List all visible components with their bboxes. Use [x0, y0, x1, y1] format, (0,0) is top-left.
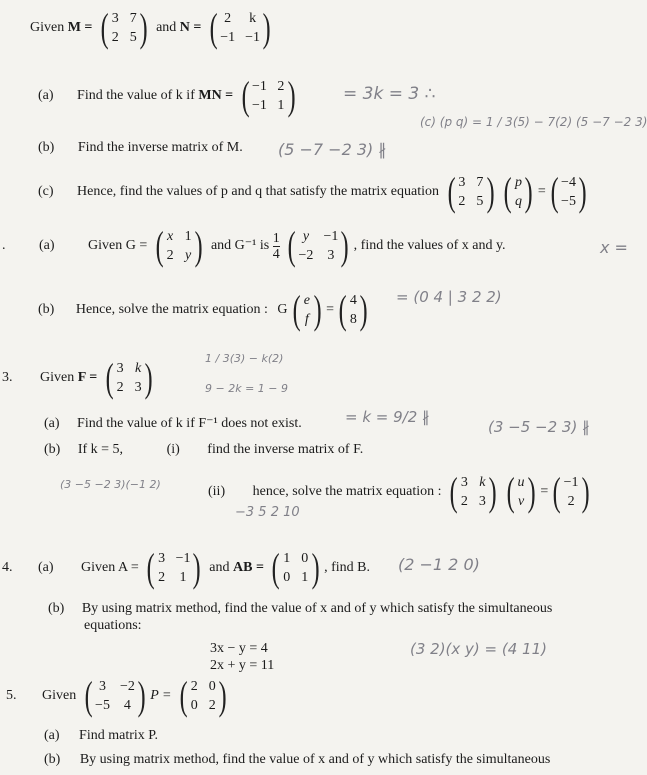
q2a-tail: , find the values of x and y. [353, 238, 506, 254]
q1c-label: (c) [38, 184, 54, 200]
q5b-line [44, 752, 550, 768]
cell: 2 [224, 11, 232, 26]
q1a-text: Find the value of k if [77, 88, 195, 104]
cell: −1 [175, 551, 191, 566]
cell: 5 [476, 194, 484, 209]
equals: = [326, 302, 335, 318]
matrix-Ginv: ( y −1 −2 3 ) [287, 223, 350, 268]
handwriting-1: = 3k = 3 ∴ [343, 84, 436, 104]
cell: k [134, 361, 142, 376]
q3b-label: (b) [44, 442, 61, 457]
handwriting-4: x = [600, 238, 628, 257]
handwriting-7: 9 − 2k = 1 − 9 [205, 382, 288, 395]
q2a-given: Given G = [88, 238, 148, 254]
handwriting-5: = (0 4 | 3 2 2) [396, 288, 502, 306]
equation-2: 2x + y = 11 [210, 658, 275, 673]
q2b-line [38, 287, 373, 332]
cell: u [517, 475, 525, 490]
vector-rhs: ( −4 −5 ) [550, 169, 587, 214]
cell: 2 [277, 79, 285, 94]
handwriting-13: (3 2)(x y) = (4 11) [410, 640, 547, 658]
cell: 2 [111, 30, 119, 45]
cell: 2 [158, 570, 166, 585]
q4b-label: (b) [48, 601, 65, 616]
cell: 0 [190, 698, 198, 713]
cell: 0 [283, 570, 291, 585]
q4a-label: (a) [38, 560, 54, 576]
q5-num: 5. [6, 688, 17, 704]
q5a-label: (a) [44, 728, 60, 743]
cell: 3 [458, 175, 466, 190]
q1-N-label: N = [179, 20, 202, 36]
handwriting-12: (2 −1 2 0) [398, 555, 480, 574]
q2-num: . [2, 238, 6, 254]
matrix-G: ( x 1 2 y ) [155, 223, 203, 268]
handwriting-8: = k = 9/2 ∦ [345, 408, 430, 426]
cell: 0 [208, 679, 216, 694]
cell: 2 [458, 194, 466, 209]
matrix-q5: ( 3 −2 −5 4 ) [84, 673, 146, 718]
cell: −5 [95, 698, 110, 713]
cell: 7 [129, 11, 137, 26]
cell: 2 [166, 248, 174, 263]
cell: −4 [561, 175, 576, 190]
cell: 1 [283, 551, 291, 566]
matrix-N: ( 2 k −1 −1 ) [209, 5, 271, 50]
cell: −1 [220, 30, 236, 45]
handwriting-6: 1 / 3(3) − k(2) [205, 352, 284, 365]
cell: e [303, 293, 310, 308]
cell: 3 [111, 11, 119, 26]
matrix-A: ( 3 −1 2 1 ) [146, 545, 202, 590]
q1-M-label: M = [67, 20, 93, 36]
q3-given: Given [40, 370, 75, 386]
handwriting-11: −3 5 2 10 [235, 505, 300, 520]
cell: k [479, 475, 486, 490]
fraction-numerator: 1 [272, 230, 280, 246]
q5a-line [44, 728, 158, 744]
vector-pq: ( p q ) [503, 169, 534, 214]
q1b-label: (b) [38, 140, 55, 155]
q3bii-label: (ii) [208, 484, 226, 500]
vector-rhs-3: ( −1 2 ) [552, 469, 590, 514]
q5b-text: By using matrix method, find the value of x and of y which satisfy the simultaneous [79, 752, 551, 767]
q3-given-line [2, 355, 157, 400]
q1a-MN: MN = [198, 88, 234, 104]
cell: 2 [208, 698, 216, 713]
vector-48: ( 4 8 ) [338, 287, 369, 332]
q5-P: P = [150, 688, 172, 704]
equals: = [540, 484, 549, 500]
cell: 3 [134, 380, 142, 395]
cell: 1 [277, 98, 285, 113]
q2a-line [2, 223, 506, 268]
q1-and: and [156, 20, 177, 36]
q5a-text: Find matrix P. [79, 728, 159, 743]
q3b-line [44, 442, 363, 458]
equation-1: 3x − y = 4 [210, 641, 268, 656]
matrix-M: ( 3 7 2 5 ) [100, 5, 148, 50]
cell: 2 [116, 380, 124, 395]
handwriting-2: (c) (p q) = 1 / 3(5) − 7(2) (5 −7 −2 3) [420, 115, 647, 129]
vector-uv: ( u v ) [506, 469, 536, 514]
matrix-q5-rhs: ( 2 0 0 2 ) [179, 673, 227, 718]
cell: 1 [179, 570, 187, 585]
q4a-tail: , find B. [324, 560, 370, 576]
cell: 2 [460, 494, 468, 509]
handwriting-10: (3 −5 −2 3)(−1 2) [60, 478, 161, 491]
cell: 3 [478, 494, 486, 509]
q2b-text: Hence, solve the matrix equation : [75, 302, 268, 318]
q3a-text: Find the value of k if F⁻¹ does not exist. [77, 416, 302, 431]
q1b-line [38, 140, 243, 156]
q1c-text: Hence, find the values of p and q that satisfy the matrix equation [77, 184, 439, 200]
cell: 3 [158, 551, 166, 566]
cell: −5 [561, 194, 576, 209]
cell: −2 [298, 248, 314, 263]
cell: −1 [252, 79, 267, 94]
q5-given: Given [42, 688, 77, 704]
matrix-F: ( 3 k 2 3 ) [105, 355, 153, 400]
q4a-line [2, 545, 370, 590]
cell: −2 [119, 679, 135, 694]
cell: 4 [349, 293, 357, 308]
q1-given-line [30, 5, 275, 50]
cell: 4 [123, 698, 131, 713]
matrix-3k23: ( 3 k 2 3 ) [449, 469, 498, 514]
q3bi-text: find the inverse matrix of F. [207, 442, 364, 457]
cell: 7 [476, 175, 484, 190]
equals: = [537, 184, 546, 200]
q4-equations [210, 640, 274, 674]
cell: 3 [327, 248, 335, 263]
cell: x [167, 229, 174, 244]
q3-F-label: F = [77, 370, 98, 386]
q3-num: 3. [2, 370, 13, 386]
matrix-c: ( 3 7 2 5 ) [447, 169, 495, 214]
cell: −1 [563, 475, 579, 490]
cell: 0 [301, 551, 309, 566]
q4-AB: AB = [233, 560, 264, 576]
q5b-label: (b) [44, 752, 61, 767]
matrix-MN: ( −1 2 −1 1 ) [241, 73, 296, 118]
q3bii-text: hence, solve the matrix equation : [252, 484, 442, 500]
q1a-label: (a) [38, 88, 54, 104]
q4b-text2: equations: [84, 618, 142, 633]
q4-num: 4. [2, 560, 13, 576]
q1-intro: Given [30, 20, 65, 36]
q1b-text: Find the inverse matrix of M. [77, 140, 243, 155]
matrix-AB: ( 1 0 0 1 ) [272, 545, 320, 590]
cell: 1 [184, 229, 192, 244]
cell: −1 [245, 30, 261, 45]
cell: 3 [116, 361, 124, 376]
q4b-block [48, 600, 552, 634]
cell: k [249, 11, 257, 26]
cell: p [514, 175, 522, 190]
cell: y [302, 229, 310, 244]
q2-Ginv: G⁻¹ is [234, 238, 270, 254]
cell: q [514, 194, 522, 209]
q3a-label: (a) [44, 416, 60, 431]
cell: −1 [252, 98, 267, 113]
cell: 1 [301, 570, 309, 585]
cell: f [304, 312, 309, 327]
q3bi-label: (i) [166, 442, 180, 457]
q5-given-line [6, 673, 232, 718]
cell: 2 [567, 494, 575, 509]
cell: y [185, 248, 192, 263]
q3b-if: If k = 5, [77, 442, 124, 457]
q2b-G: G [277, 302, 288, 318]
q1c-line [38, 169, 591, 214]
cell: 3 [99, 679, 106, 694]
q4-and: and [209, 560, 230, 576]
fraction-denominator: 4 [272, 246, 280, 262]
cell: 8 [349, 312, 357, 327]
q4b-text1: By using matrix method, find the value of x and of y which satisfy the simultaneous [81, 601, 553, 616]
q2a-label: (a) [39, 238, 55, 254]
cell: 2 [190, 679, 198, 694]
q4a-given: Given A = [81, 560, 139, 576]
cell: 5 [129, 30, 137, 45]
q1a-line [38, 73, 300, 118]
vector-ef: ( e f ) [292, 287, 322, 332]
cell: 3 [460, 475, 468, 490]
q2b-label: (b) [38, 302, 55, 318]
q3a-line [44, 415, 302, 432]
handwriting-9: (3 −5 −2 3) ∦ [488, 418, 590, 436]
q2-and: and [210, 238, 232, 254]
handwriting-3: (5 −7 −2 3) ∦ [278, 140, 387, 159]
fraction [273, 231, 280, 262]
cell: v [517, 494, 525, 509]
cell: −1 [323, 229, 339, 244]
